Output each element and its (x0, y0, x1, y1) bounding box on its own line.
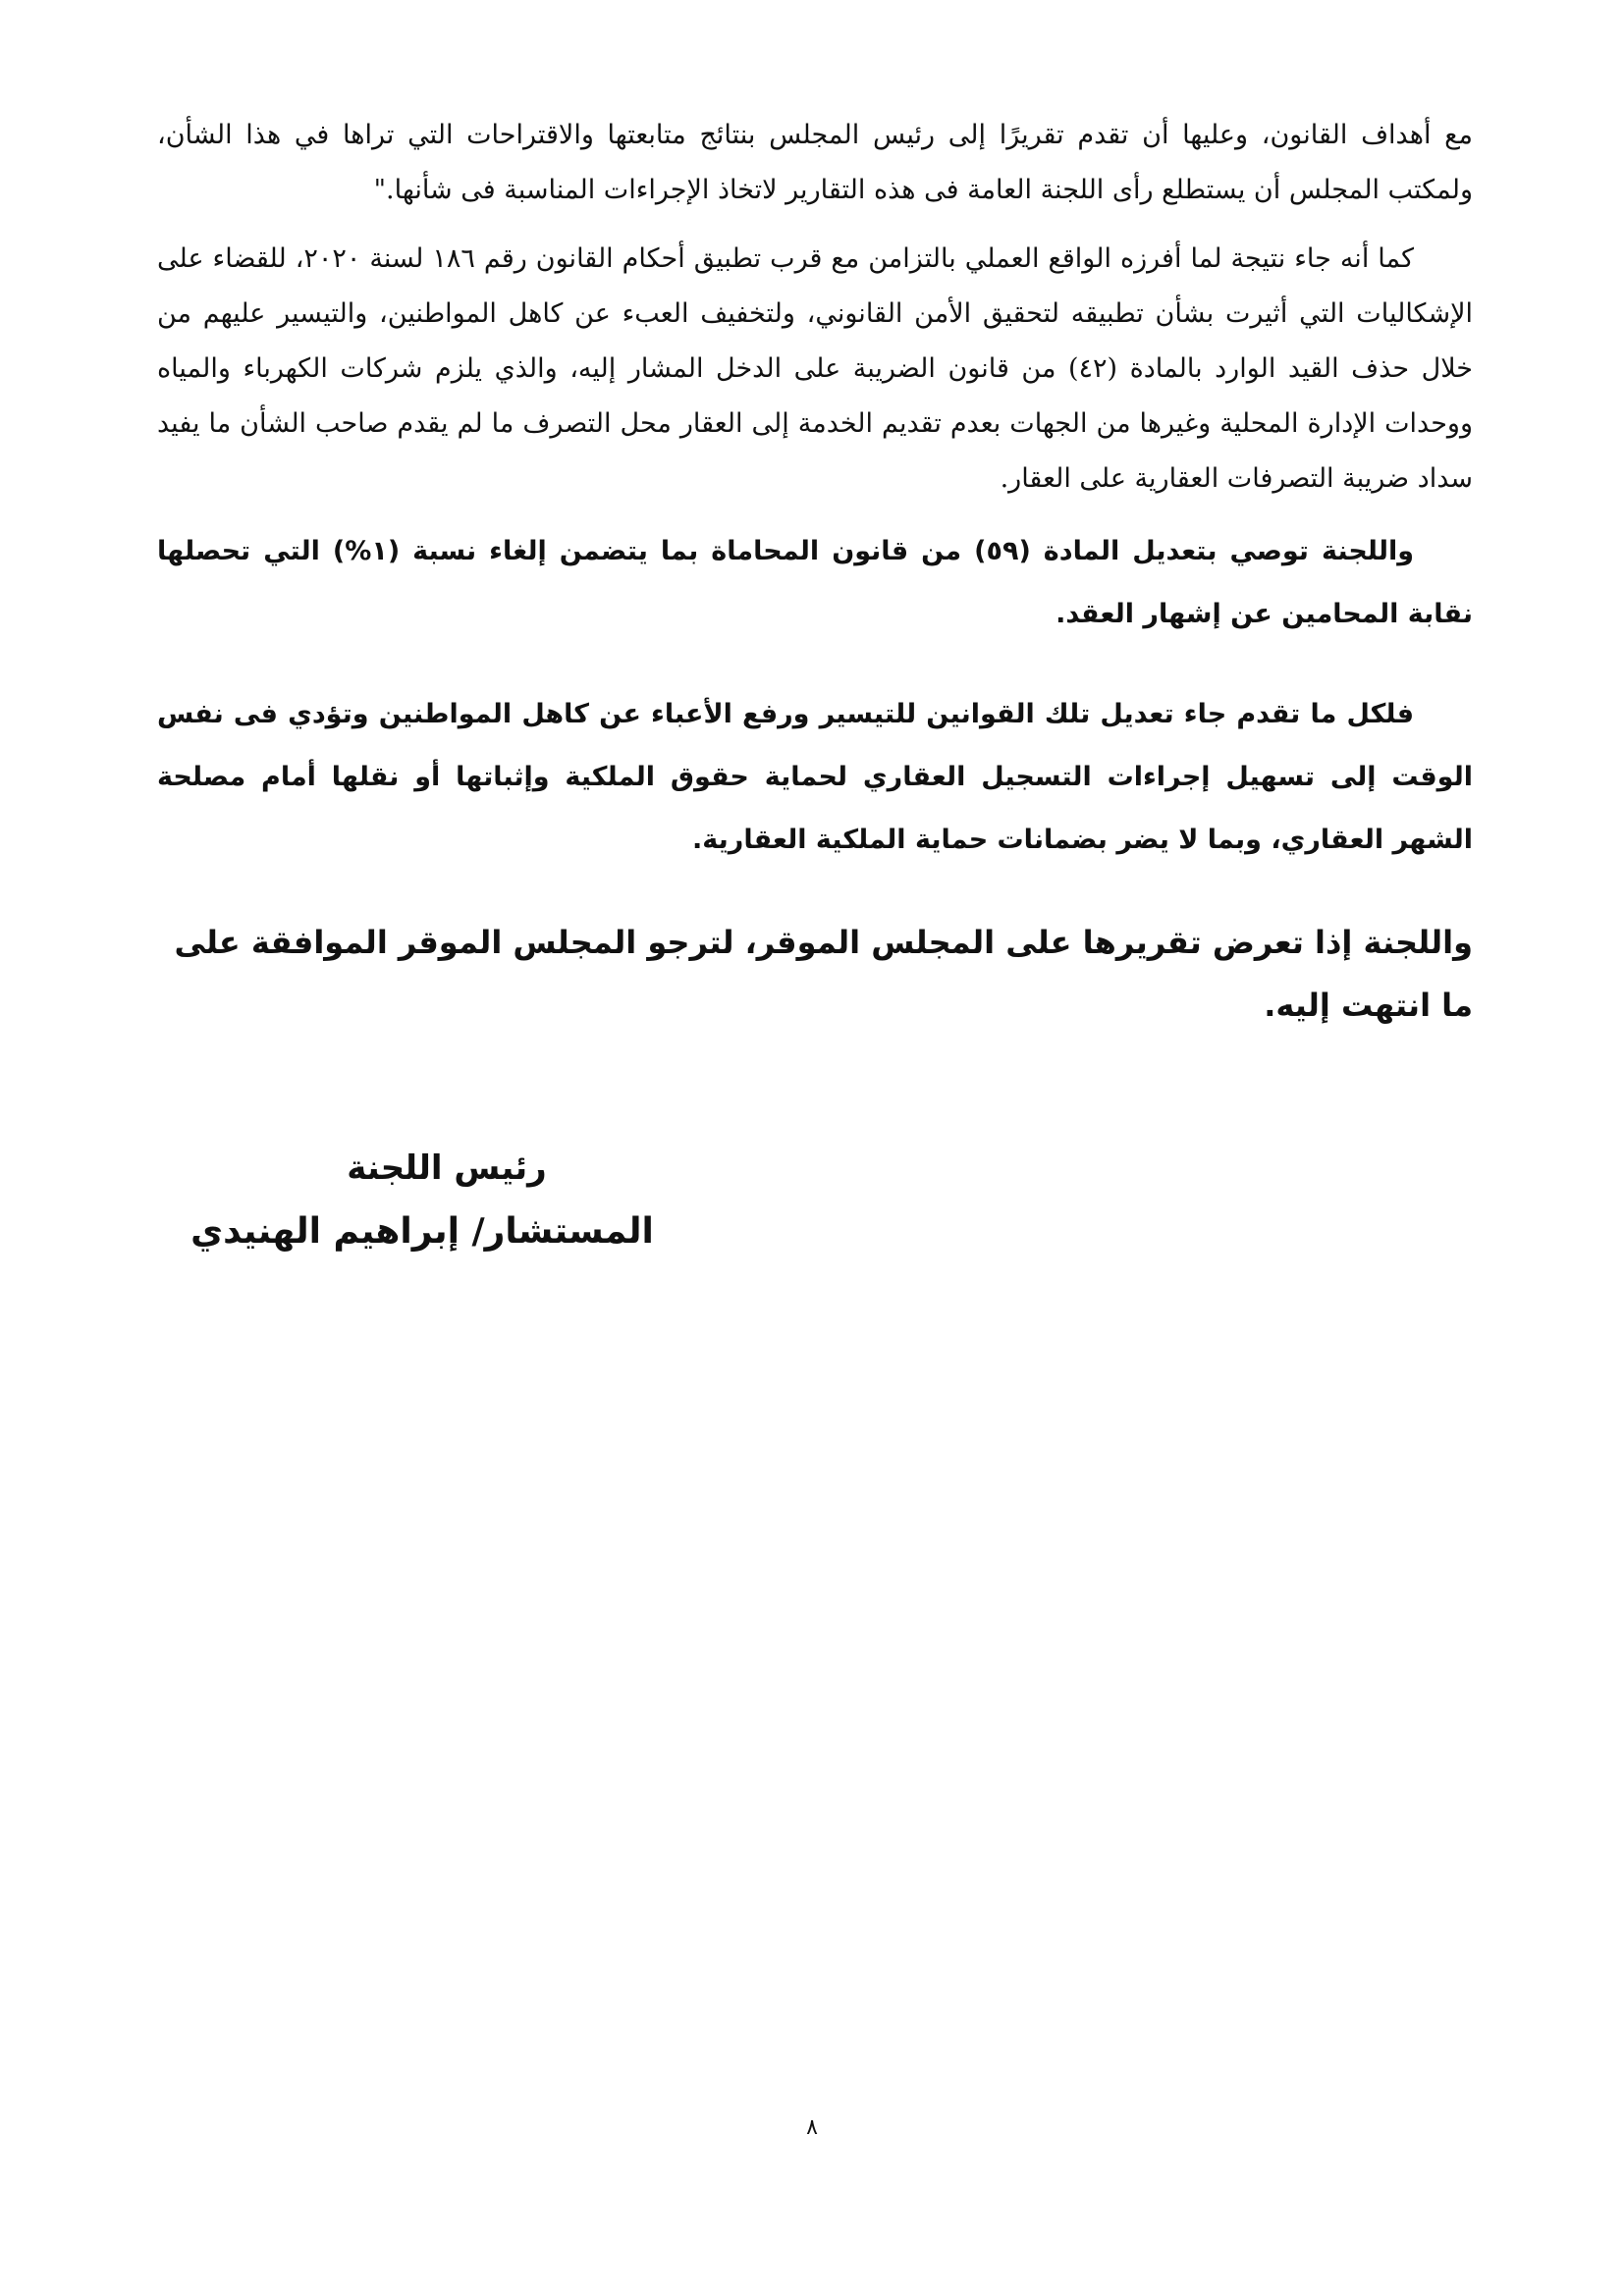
paragraph-continuation: مع أهداف القانون، وعليها أن تقدم تقريرًا إلى رئيس المجلس بنتائج متابعتها والاقتراحات التي تراها في هذا الشأن، ولمكتب المجلس أن يستطلع رأى اللجنة العامة فى هذه التقارير لاتخاذ الإجراءات المناسبة فى شأنها." (157, 120, 1473, 205)
closing-statement: واللجنة إذا تعرض تقريرها على المجلس الموقر، لترجو المجلس الموقر الموافقة على ما انتهت إليه. (174, 924, 1473, 1024)
signature-title: رئيس اللجنة (347, 1148, 547, 1188)
paragraph-law-186: كما أنه جاء نتيجة لما أفرزه الواقع العملي بالتزامن مع قرب تطبيق أحكام القانون رقم ١٨٦ لسنة ٢٠٢٠، للقضاء على الإشكاليات التي أثيرت بشأن تطبيقه لتحقيق الأمن القانوني، ولتخفيف العبء عن كاهل المواطنين، والتيسير عليهم من خلال حذف القيد الوارد بالمادة (٤٢) من قانون الضريبة على الدخل المشار إليه، والذي يلزم شركات الكهرباء والمياه ووحدات الإدارة المحلية وغيرها من الجهات بعدم تقديم الخدمة إلى العقار محل التصرف ما لم يقدم صاحب الشأن ما يفيد سداد ضريبة التصرفات العقارية على العقار. (157, 243, 1473, 494)
page-number: ٨ (806, 2115, 818, 2140)
paragraph-recommendation-article-59: واللجنة توصي بتعديل المادة (٥٩) من قانون المحاماة بما يتضمن إلغاء نسبة (١%) التي تحصلها نقابة المحامين عن إشهار العقد. (157, 536, 1473, 629)
paragraph-summary: فلكل ما تقدم جاء تعديل تلك القوانين للتيسير ورفع الأعباء عن كاهل المواطنين وتؤدي فى نفس الوقت إلى تسهيل إجراءات التسجيل العقاري لحماية حقوق الملكية وإثباتها أو نقلها أمام مصلحة الشهر العقاري، وبما لا يضر بضمانات حماية الملكية العقارية. (157, 699, 1473, 855)
signature-block (187, 1139, 658, 1264)
document-body (157, 108, 1473, 1037)
signature-name: المستشار/ إبراهيم الهنيدي (190, 1211, 654, 1252)
